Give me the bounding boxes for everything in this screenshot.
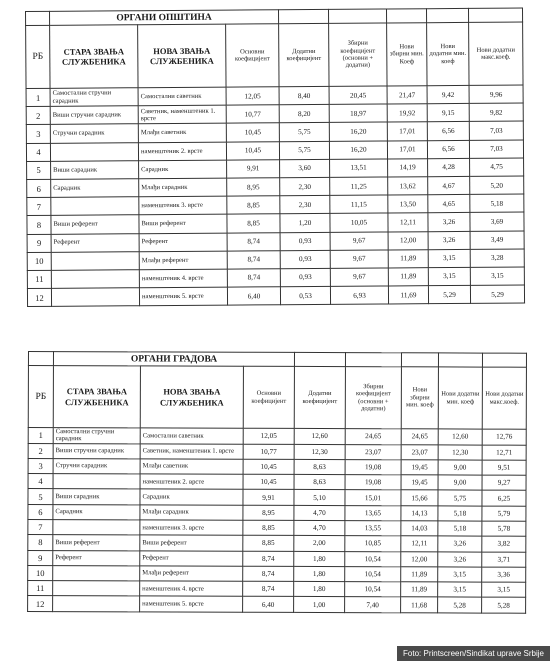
new-add-max-cell: 3,28 [470,249,524,268]
sum-coef-cell: 13,51 [330,159,388,178]
new-add-min-cell: 3,26 [428,231,470,249]
new-add-min-cell: 5,18 [438,521,482,536]
base-coef-cell: 8,95 [243,505,294,520]
new-add-max-cell: 12,71 [482,445,526,460]
new-add-min-cell: 9,00 [438,475,482,490]
row-number-cell: 8 [28,535,53,550]
sum-coef-cell: 6,93 [330,286,388,305]
new-add-min-cell: 5,28 [438,597,482,612]
old-title-cell: Референт [53,550,140,566]
new-sum-min-cell: 11,89 [388,268,428,286]
row-number-cell: 2 [26,107,50,125]
row-number-cell: 2 [28,443,53,458]
new-add-min-cell: 3,15 [428,249,470,267]
new-sum-min-cell: 11,89 [388,249,428,267]
new-sum-min-cell: 17,01 [387,122,427,140]
new-add-max-cell: 3,15 [482,582,526,597]
table-row [28,519,526,536]
base-coef-cell: 8,85 [227,214,280,233]
new-add-max-cell: 9,96 [469,85,523,104]
old-title-cell: Самостални стручни сарадник [53,428,140,444]
add-coef-cell: 3,60 [280,159,330,178]
old-title-cell [51,251,139,270]
new-sum-min-cell: 14,19 [388,158,428,176]
add-coef-cell: 1,00 [294,597,345,612]
row-number-cell: 6 [28,504,53,519]
row-number-cell: 3 [28,458,53,473]
base-coef-cell: 6,40 [227,287,280,306]
new-title-cell: Сарадник [140,489,243,505]
new-sum-min-cell: 13,62 [388,177,428,195]
new-add-max-cell: 4,75 [470,158,524,177]
old-title-cell [51,197,139,216]
table-row [28,428,526,445]
new-sum-min-cell: 11,69 [388,286,428,304]
old-title-cell [51,270,139,289]
new-add-min-cell: 9,00 [438,460,482,475]
col-header-rb: РБ [26,25,50,88]
new-title-cell: Сарадник [139,160,227,179]
add-coef-cell: 8,63 [294,459,345,474]
new-add-max-cell: 9,82 [469,103,523,122]
old-title-cell: Виши сарадник [53,489,140,505]
sum-coef-cell: 13,55 [345,521,401,536]
old-title-cell: Референт [51,233,139,252]
base-coef-cell: 8,74 [243,551,294,566]
new-add-max-cell: 7,03 [469,121,523,140]
row-number-cell: 5 [27,161,51,179]
add-coef-cell: 1,20 [280,214,330,233]
base-coef-cell: 9,91 [243,490,294,505]
base-coef-cell: 8,74 [227,250,280,269]
table-row [28,535,526,552]
base-coef-cell: 10,45 [243,459,294,474]
col-header-base-coef: Основни коефицијент [243,366,294,428]
row-number-cell: 1 [26,88,50,106]
old-title-cell: Самостални стручни сарадник [50,88,138,107]
new-add-min-cell: 5,75 [438,490,482,505]
old-title-cell: Стручни сарадник [53,458,140,474]
sum-coef-cell: 19,08 [345,475,401,490]
old-title-cell [53,520,140,536]
sum-coef-cell: 24,65 [345,429,401,445]
sum-coef-cell: 9,67 [330,268,388,287]
col-header-new-sum-min: Нови збирни мин. Коеф [387,23,427,86]
new-title-cell: Саветник, наменштеник 1. врсте [138,105,226,124]
row-number-cell: 6 [27,179,51,197]
add-coef-cell: 12,60 [294,428,345,444]
new-sum-min-cell: 19,92 [387,104,427,122]
sum-coef-cell: 10,05 [330,213,388,232]
new-title-cell: Самостални саветник [140,428,243,444]
new-sum-min-cell: 12,00 [388,231,428,249]
col-header-new-add-max: Нови додатни макс.коеф. [469,22,523,85]
sum-coef-cell: 11,25 [330,177,388,196]
new-sum-min-cell: 17,01 [387,140,427,158]
new-title-cell: Млађи сарадник [139,178,227,197]
base-coef-cell: 8,74 [243,566,294,581]
new-sum-min-cell: 19,45 [401,475,438,490]
new-sum-min-cell: 14,13 [401,505,438,520]
new-title-cell: наменштеник 4. врсте [140,581,243,597]
new-title-cell: Млађи сарадник [140,505,243,521]
add-coef-cell: 1,80 [294,566,345,581]
new-add-max-cell: 3,15 [470,267,524,286]
sum-coef-cell: 15,01 [345,490,401,505]
new-add-min-cell: 9,42 [427,85,469,103]
base-coef-cell: 8,74 [227,232,280,251]
base-coef-cell: 10,45 [243,474,294,489]
new-add-max-cell: 9,51 [482,460,526,475]
sum-coef-cell: 20,45 [329,86,387,105]
city-bodies-table [27,351,527,614]
row-number-cell: 12 [27,288,51,306]
col-header-add-coef: Додатни коефицијент [279,23,329,86]
new-title-cell: Виши референт [139,214,227,233]
new-title-cell: Млађи референт [140,566,243,582]
base-coef-cell: 6,40 [243,597,294,612]
new-add-max-cell: 3,82 [482,536,526,551]
new-title-cell: Самостални саветник [138,87,226,106]
base-coef-cell: 8,85 [243,520,294,535]
new-title-cell: Млађи саветник [140,459,243,475]
table-row [28,474,526,491]
old-title-cell: Сарадник [53,504,140,520]
table-row [27,285,524,307]
base-coef-cell: 8,95 [227,178,280,197]
new-add-max-cell: 3,71 [482,552,526,567]
new-sum-min-cell: 13,50 [388,195,428,213]
sum-coef-cell: 10,54 [345,582,401,597]
add-coef-cell: 4,70 [294,505,345,520]
new-add-min-cell: 3,15 [438,582,482,597]
row-number-cell: 7 [28,519,53,534]
new-title-cell: Виши референт [140,535,243,551]
new-add-max-cell: 5,79 [482,506,526,521]
table-row [28,504,526,521]
old-title-cell: Стручни сарадник [50,124,138,143]
new-title-cell: Референт [140,550,243,566]
municipal-bodies-table [25,8,525,308]
add-coef-cell: 5,75 [279,141,329,160]
add-coef-cell: 5,75 [279,123,329,142]
base-coef-cell: 10,45 [226,141,279,160]
add-coef-cell: 2,30 [280,196,330,215]
col-header-new-title: НОВА ЗВАЊА СЛУЖБЕНИКА [138,24,226,88]
base-coef-cell: 10,77 [226,105,279,124]
new-title-cell: наменштеник 2. врсте [138,142,226,161]
sum-coef-cell: 10,85 [345,536,401,551]
new-add-min-cell: 6,56 [427,140,469,158]
sum-coef-cell: 18,97 [329,104,387,123]
new-title-cell: наменштеник 5. врсте [140,596,243,612]
base-coef-cell: 8,74 [227,269,280,288]
col-header-old-title: СТАРА ЗВАЊА СЛУЖБЕНИКА [53,366,140,428]
sum-coef-cell: 11,15 [330,195,388,214]
row-number-cell: 11 [27,270,51,288]
add-coef-cell: 4,70 [294,520,345,535]
add-coef-cell: 12,30 [294,444,345,459]
row-number-cell: 9 [27,234,51,252]
table-row [28,581,526,598]
base-coef-cell: 8,74 [243,581,294,596]
new-add-max-cell: 5,29 [470,285,524,304]
new-title-cell: наменштеник 3. врсте [140,520,243,536]
new-add-min-cell: 3,26 [428,213,470,231]
new-title-cell: Референт [139,233,227,252]
add-coef-cell: 8,63 [294,475,345,490]
sum-coef-cell: 13,65 [345,505,401,520]
new-sum-min-cell: 24,65 [401,429,438,445]
new-add-min-cell: 6,56 [427,122,469,140]
col-header-new-add-min: Нови додатни мин. коеф [427,22,469,85]
row-number-cell: 7 [27,197,51,215]
row-number-cell: 1 [28,428,53,444]
sum-coef-cell: 16,20 [329,141,387,160]
table-title: ОРГАНИ ОПШТИНА [50,10,279,26]
new-add-max-cell: 3,69 [470,212,524,231]
new-add-min-cell: 9,15 [427,104,469,122]
add-coef-cell: 0,93 [280,232,330,251]
sum-coef-cell: 19,08 [345,459,401,474]
new-add-max-cell: 5,28 [482,598,526,613]
old-title-cell [53,565,140,581]
new-add-min-cell: 4,67 [428,176,470,194]
col-header-sum-coef: Збирни коефицијент (основни + додатни) [329,23,387,86]
old-title-cell: Виши стручни сарадник [50,106,138,125]
base-coef-cell: 8,85 [243,536,294,551]
add-coef-cell: 0,93 [280,250,330,269]
add-coef-cell: 5,10 [294,490,345,505]
new-sum-min-cell: 12,00 [401,551,438,566]
add-coef-cell: 0,93 [280,268,330,287]
new-add-min-cell: 4,28 [428,158,470,176]
new-title-cell: наменштеник 4. врсте [139,269,227,288]
new-add-max-cell: 5,18 [470,194,524,213]
sum-coef-cell: 10,54 [345,566,401,581]
col-header-new-add-min: Нови додатни мин. коеф [438,367,482,429]
col-header-sum-coef: Збирни коефицијент (основни + додатни) [345,367,401,429]
row-number-cell: 10 [28,565,53,580]
add-coef-cell: 2,00 [294,536,345,551]
old-title-cell [53,474,140,490]
new-sum-min-cell: 21,47 [387,86,427,104]
row-number-cell: 9 [28,550,53,565]
sum-coef-cell: 16,20 [329,122,387,141]
sum-coef-cell: 23,07 [345,444,401,459]
table-row [28,458,526,475]
old-title-cell: Виши референт [53,535,140,551]
table-header-row [28,366,526,430]
new-sum-min-cell: 12,11 [401,536,438,551]
base-coef-cell: 12,05 [226,87,279,106]
sum-coef-cell: 7,40 [345,597,401,612]
row-number-cell: 3 [26,125,50,143]
new-sum-min-cell: 11,89 [401,567,438,582]
add-coef-cell: 8,20 [279,105,329,124]
table-header-row [26,22,523,88]
row-number-cell: 5 [28,489,53,504]
add-coef-cell: 0,53 [280,286,330,305]
base-coef-cell: 10,45 [226,123,279,142]
old-title-cell [53,581,140,597]
photo-credit: Foto: Printscreen/Sindikat uprave Srbije [397,646,550,661]
table-title: ОРГАНИ ГРАДОВА [53,352,294,367]
row-number-cell: 10 [27,252,51,270]
new-title-cell: Саветник, наменштеник 1. врсте [140,443,243,459]
table-row [28,443,526,460]
row-number-cell: 4 [28,474,53,489]
row-number-cell: 4 [26,143,50,161]
old-title-cell: Виши референт [51,215,139,234]
new-add-max-cell: 7,03 [469,140,523,159]
old-title-cell: Виши стручни сарадник [53,443,140,459]
new-add-max-cell: 3,49 [470,231,524,250]
col-header-new-sum-min: Нови збирни мин. коеф [401,367,438,429]
row-number-cell: 11 [28,581,53,596]
col-header-rb: РБ [28,366,53,428]
row-number-cell: 8 [27,216,51,234]
new-title-cell: Млађи саветник [138,123,226,142]
base-coef-cell: 8,85 [227,196,280,215]
new-add-min-cell: 3,26 [438,536,482,551]
new-sum-min-cell: 15,66 [401,490,438,505]
table-row [28,489,526,506]
col-header-base-coef: Основни коефицијент [226,24,279,87]
old-title-cell: Виши сарадник [51,160,139,179]
base-coef-cell: 10,77 [243,444,294,459]
new-add-min-cell: 3,15 [438,567,482,582]
new-add-min-cell: 4,65 [428,195,470,213]
old-title-cell: Сарадник [51,179,139,198]
table-row [28,565,526,582]
new-sum-min-cell: 14,03 [401,521,438,536]
table-row [28,596,526,613]
new-add-max-cell: 5,78 [482,521,526,536]
new-sum-min-cell: 23,07 [401,444,438,459]
add-coef-cell: 1,80 [294,582,345,597]
new-sum-min-cell: 11,68 [401,597,438,612]
new-add-min-cell: 5,29 [428,285,470,303]
col-header-old-title: СТАРА ЗВАЊА СЛУЖБЕНИКА [50,25,138,89]
new-add-max-cell: 5,20 [470,176,524,195]
new-add-max-cell: 9,27 [482,475,526,490]
col-header-add-coef: Додатни коефицијент [294,366,345,428]
col-header-new-add-max: Нови додатни макс.коеф. [482,367,526,429]
new-add-min-cell: 3,15 [428,267,470,285]
new-title-cell: Млађи референт [139,251,227,270]
sum-coef-cell: 9,67 [330,231,388,250]
old-title-cell [53,596,140,612]
row-number-cell: 12 [28,596,53,611]
old-title-cell [51,288,139,307]
new-add-max-cell: 3,36 [482,567,526,582]
add-coef-cell: 8,40 [279,86,329,105]
new-title-cell: наменштеник 2. врсте [140,474,243,490]
table-row [28,550,526,567]
new-sum-min-cell: 11,89 [401,582,438,597]
base-coef-cell: 9,91 [227,159,280,178]
col-header-new-title: НОВА ЗВАЊА СЛУЖБЕНИКА [140,366,243,428]
new-add-max-cell: 6,25 [482,490,526,505]
add-coef-cell: 1,80 [294,551,345,566]
new-add-max-cell: 12,76 [482,429,526,445]
old-title-cell [50,142,138,161]
new-add-min-cell: 5,18 [438,506,482,521]
new-sum-min-cell: 12,11 [388,213,428,231]
sum-coef-cell: 9,67 [330,250,388,269]
add-coef-cell: 2,30 [280,177,330,196]
base-coef-cell: 12,05 [243,428,294,444]
new-add-min-cell: 12,30 [438,444,482,459]
sum-coef-cell: 10,54 [345,551,401,566]
new-add-min-cell: 3,26 [438,552,482,567]
new-sum-min-cell: 19,45 [401,460,438,475]
new-title-cell: наменштеник 3. врсте [139,196,227,215]
new-title-cell: наменштеник 5. врсте [139,287,227,306]
new-add-min-cell: 12,60 [438,429,482,445]
